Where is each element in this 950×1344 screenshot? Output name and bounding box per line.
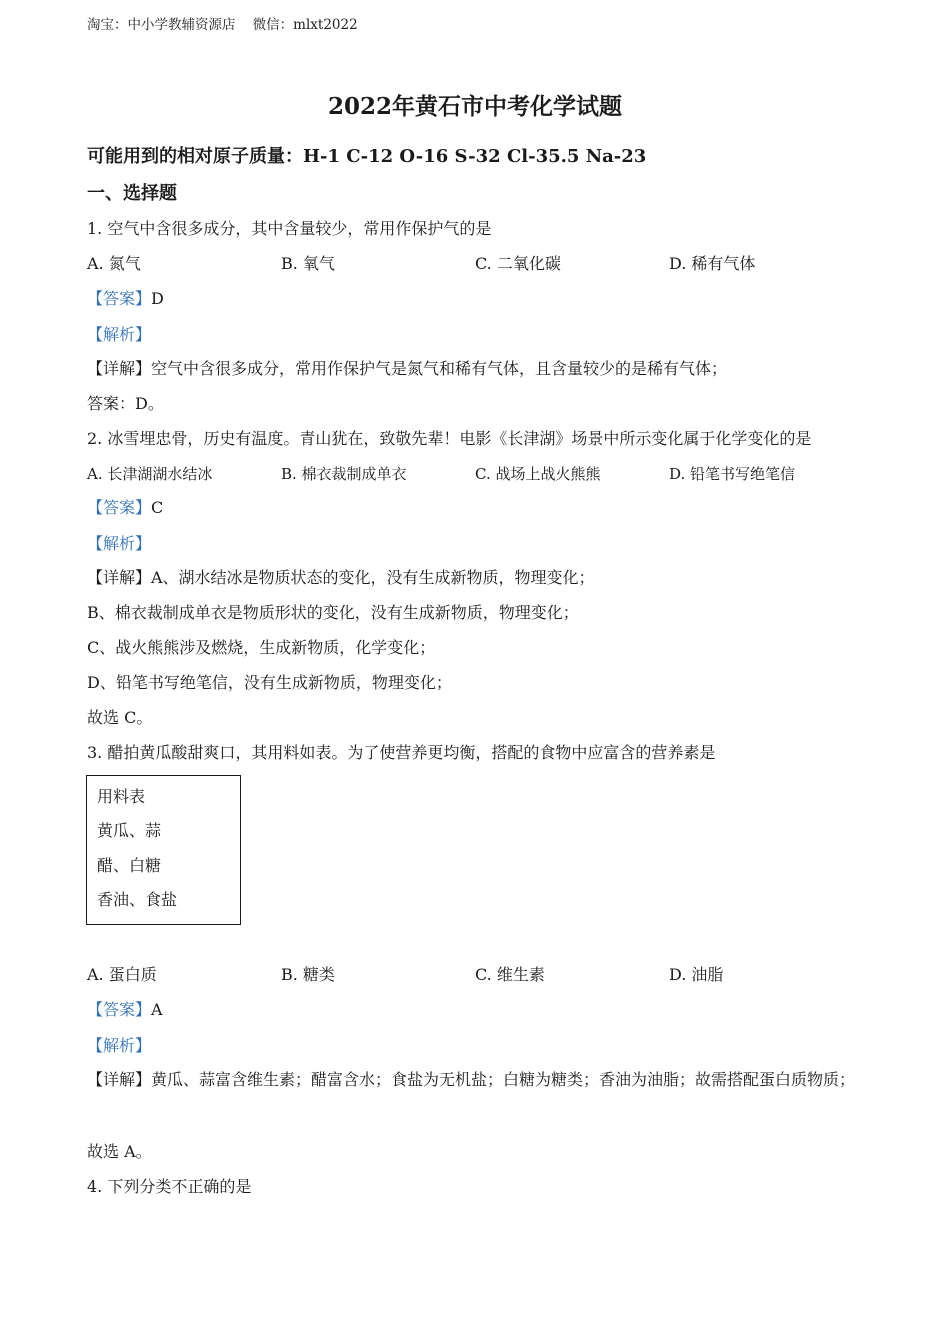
q3-option-c: C. 维生素 (475, 965, 545, 984)
ingredient-table (86, 775, 241, 925)
q2-conclusion: 故选 C。 (87, 708, 153, 727)
answer-tag: 【答案】 (87, 498, 152, 517)
question-4-stem: 4. 下列分类不正确的是 (87, 1177, 252, 1196)
q1-conclusion: 答案：D。 (87, 394, 164, 413)
ingredient-row: 香油、食盐 (97, 890, 178, 909)
q3-answer (87, 1000, 163, 1020)
answer-tag: 【答案】 (87, 1000, 152, 1019)
q3-conclusion: 故选 A。 (87, 1142, 152, 1161)
q1-option-c: C. 二氧化碳 (475, 254, 561, 273)
question-1-stem: 1. 空气中含很多成分，其中含量较少，常用作保护气的是 (87, 219, 492, 238)
q2-detail-b: B、棉衣裁制成单衣是物质形状的变化，没有生成新物质，物理变化； (87, 603, 579, 622)
q1-detail: 【详解】空气中含很多成分，常用作保护气是氮气和稀有气体，且含量较少的是稀有气体； (87, 359, 728, 378)
ingredient-row: 醋、白糖 (97, 856, 162, 875)
q1-answer (87, 289, 164, 309)
q3-option-b: B. 糖类 (281, 965, 335, 984)
page-title: 2022年黄石市中考化学试题 (327, 93, 622, 120)
header-note: 淘宝：中小学教辅资源店 微信：mlxt2022 (87, 17, 358, 33)
ingredient-row: 黄瓜、蒜 (97, 821, 162, 840)
answer-value: A (151, 1000, 163, 1019)
q2-detail-a: 【详解】A、湖水结冰是物质状态的变化，没有生成新物质，物理变化； (87, 568, 595, 587)
answer-value: C (151, 498, 164, 517)
answer-tag: 【答案】 (87, 289, 152, 308)
atomic-mass-line: 可能用到的相对原子质量：H-1 C-12 O-16 S-32 Cl-35.5 Na-23 (87, 146, 647, 167)
q3-option-d: D. 油脂 (669, 965, 724, 984)
q3-option-a: A. 蛋白质 (87, 965, 157, 984)
question-2-stem: 2. 冰雪埋忠骨，历史有温度。青山犹在，致敬先辈！电影《长津湖》场景中所示变化属于化学变化的是 (87, 429, 812, 448)
q2-analysis-tag: 【解析】 (87, 534, 152, 553)
section-heading: 一、选择题 (87, 183, 177, 204)
q1-option-a: A. 氮气 (87, 254, 141, 273)
q2-detail-c: C、战火熊熊涉及燃烧，生成新物质，化学变化； (87, 638, 436, 657)
question-3-stem: 3. 醋拍黄瓜酸甜爽口，其用料如表。为了使营养更均衡，搭配的食物中应富含的营养素是 (87, 743, 716, 762)
q2-option-a: A. 长津湖湖水结冰 (87, 465, 213, 483)
q2-option-b: B. 棉衣裁制成单衣 (281, 465, 407, 483)
q2-detail-d: D、铅笔书写绝笔信，没有生成新物质，物理变化； (87, 673, 452, 692)
q2-answer (87, 498, 163, 518)
ingredient-table-title: 用料表 (97, 787, 146, 806)
answer-value: D (151, 289, 164, 308)
q3-detail: 【详解】黄瓜、蒜富含维生素；醋富含水；食盐为无机盐；白糖为糖类；香油为油脂；故需搭配蛋白质物质； (87, 1070, 856, 1089)
q1-option-d: D. 稀有气体 (669, 254, 756, 273)
q3-analysis-tag: 【解析】 (87, 1036, 152, 1055)
q2-option-d: D. 铅笔书写绝笔信 (669, 465, 796, 483)
q2-option-c: C. 战场上战火熊熊 (475, 465, 601, 483)
q1-option-b: B. 氧气 (281, 254, 335, 273)
q1-analysis-tag: 【解析】 (87, 325, 152, 344)
